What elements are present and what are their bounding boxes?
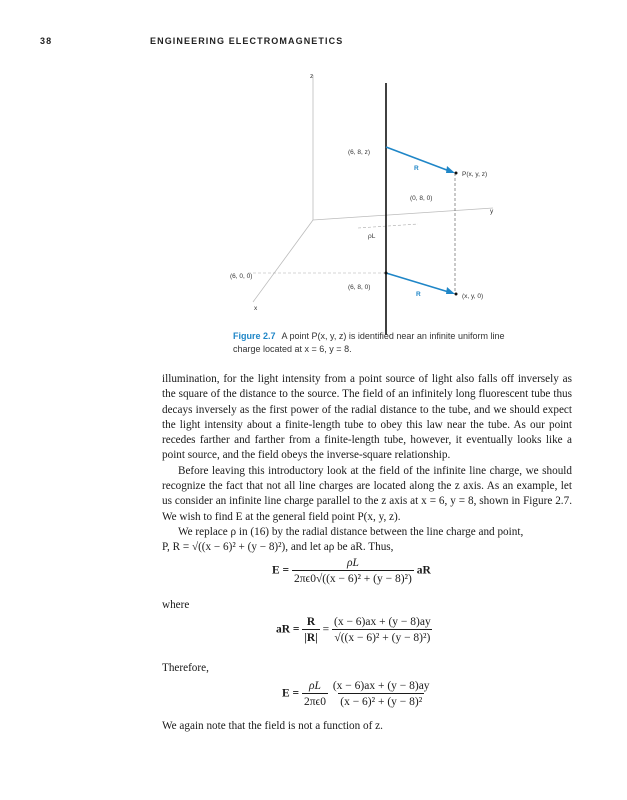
eq3-b-denominator: (x − 6)² + (y − 8)² [338, 693, 424, 708]
label-base-point: (6, 8, 0) [348, 284, 371, 291]
eq3-fraction-a [302, 680, 328, 708]
caption-number: Figure 2.7 [233, 331, 276, 341]
therefore-label: Therefore, [162, 662, 209, 674]
eq1-numerator: ρL [346, 557, 359, 569]
eq3-lhs: E = [282, 687, 300, 700]
eq1-lhs: E = [272, 564, 290, 577]
label-proj-point: (x, y, 0) [462, 293, 484, 300]
paragraph-2: Before leaving this introductory look at the field of the infinite line charge, we should recognize the fact that not all line charges are located along the z axis. As an example, let us consider an infinite line charge parallel to the z axis at x = 6, y = 8, shown in Figure 2.7. We wish to find E at the general field point P(x, y, z). [162, 464, 572, 523]
eq1-fraction [292, 557, 414, 585]
equation-1 [272, 557, 431, 585]
r-vector-upper [386, 147, 452, 172]
figure-caption [233, 330, 523, 355]
label-r-upper: R [414, 165, 419, 172]
equation-3 [282, 680, 432, 708]
eq2-frac-numerator: R [306, 616, 316, 628]
paragraph-3a: We replace ρ in (16) by the radial distance between the line charge and point, [178, 525, 524, 538]
label-top-point: (6, 8, z) [348, 149, 371, 156]
eq3-a-denominator: 2πϵ0 [302, 693, 328, 708]
eq3-fraction-b [331, 680, 432, 708]
label-x-point: (6, 0, 0) [230, 273, 253, 280]
label-r-lower: R [416, 291, 421, 298]
eq2-denominator: √((x − 6)² + (y − 8)²) [332, 629, 432, 644]
point-upper [455, 172, 458, 175]
running-header [40, 36, 343, 46]
page-number: 38 [40, 36, 53, 46]
eq2-frac-denominator: |R| [302, 629, 319, 644]
y-axis-label: y [490, 208, 494, 215]
label-field-point: P(x, y, z) [462, 171, 488, 178]
eq3-a-numerator: ρL [309, 680, 321, 692]
running-title: ENGINEERING ELECTROMAGNETICS [150, 36, 344, 46]
final-sentence: We again note that the field is not a function of z. [162, 720, 383, 732]
eq1-denominator: 2πϵ0√((x − 6)² + (y − 8)²) [292, 570, 414, 585]
y-axis [313, 208, 493, 220]
label-rho-l: ρL [368, 233, 376, 240]
point-lower [455, 293, 458, 296]
eq3-b-numerator: (x − 6)ax + (y − 8)ay [332, 680, 430, 692]
z-axis-label: z [310, 73, 314, 80]
x-axis-label: x [254, 305, 258, 312]
eq2-lhs: aR = [276, 623, 300, 636]
body-text [162, 372, 572, 556]
dashed-y-line [358, 224, 418, 228]
where-label: where [162, 599, 190, 611]
r-vector-lower [386, 273, 452, 293]
arrowhead-upper [446, 166, 455, 173]
caption-text: A point P(x, y, z) is identified near an infinite uniform line charge located at x = 6, y = 8. [233, 331, 505, 354]
paragraph-1: illumination, for the light intensity from a point source of light also falls off inversely as the square of the distance to the source. The field of an infinitely long fluorescent tube thus decays inversely as the first power of the radial distance to the tube, and we should expect the light intensity about a finite-length tube to obey this law near the tube. As our point recedes farther and farther from a finite-length tube, however, it eventually looks like a point source, and the field obeys the inverse-square relationship. [162, 373, 572, 462]
equation-2 [276, 616, 433, 644]
paragraph-3b: P, R = √((x − 6)² + (y − 8)²), and let aρ be aR. Thus, [162, 541, 394, 554]
eq2-numerator: (x − 6)ax + (y − 8)ay [333, 616, 431, 628]
eq2-fraction-b [332, 616, 433, 644]
point-base [385, 272, 388, 275]
eq2-fraction-a [302, 616, 319, 644]
eq1-unit-vector: aR [416, 564, 431, 577]
arrowhead-lower [446, 287, 455, 294]
eq2-equals: = [322, 623, 330, 636]
figure-2-7-diagram [218, 70, 538, 335]
label-mid-point: (0, 8, 0) [410, 195, 433, 202]
x-axis [253, 220, 313, 302]
